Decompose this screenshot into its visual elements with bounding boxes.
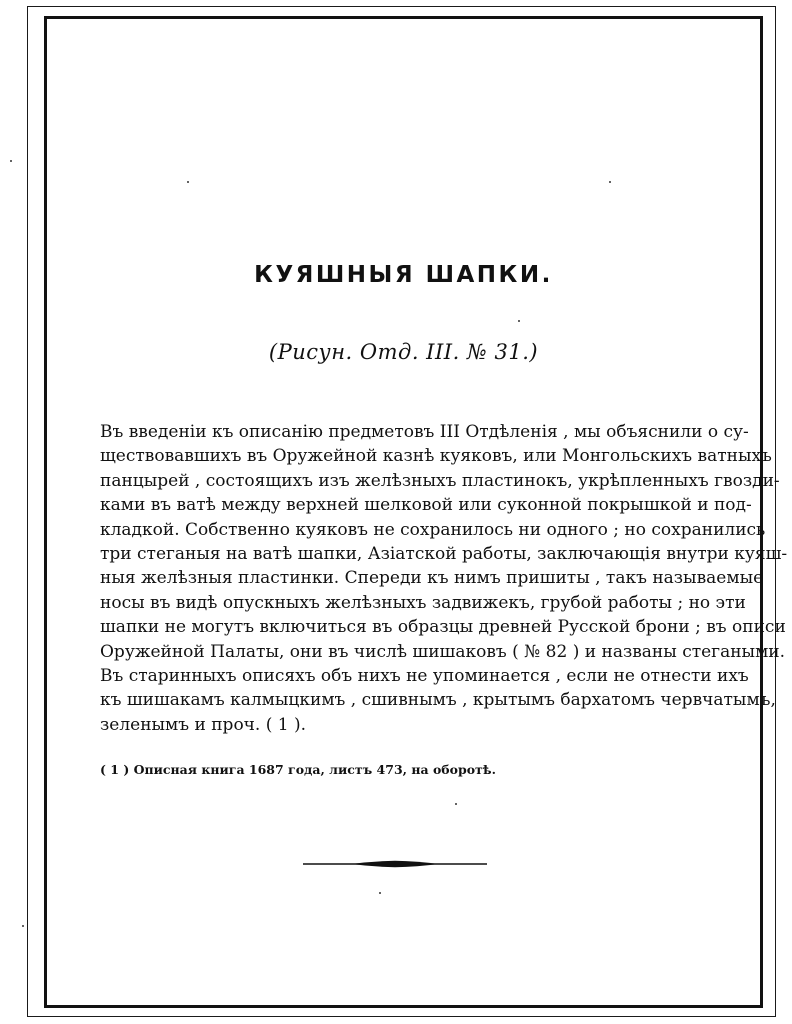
ornamental-rule bbox=[303, 858, 487, 870]
body-line: Оружейной Палаты, они въ числѣ шишаковъ ( № 82 ) и названы стегаными. bbox=[100, 641, 786, 662]
figure-reference: (Рисун. Отд. III. № 31.) bbox=[268, 340, 539, 364]
page-title: КУЯШНЫЯ ШАПКИ. bbox=[254, 262, 553, 288]
body-line: носы въ видѣ опускныхъ желѣзныхъ задвижекъ, грубой работы ; но эти bbox=[100, 592, 746, 613]
paper-speck bbox=[379, 892, 381, 894]
paper-speck bbox=[609, 181, 611, 183]
body-line: три стеганыя на ватѣ шапки, Азіатской работы, заключающія внутри куяш- bbox=[100, 544, 788, 565]
body-paragraph bbox=[100, 420, 788, 737]
paper-speck bbox=[22, 925, 24, 927]
body-line: кладкой. Собственно куяковъ не сохранилось ни одного ; но сохранились bbox=[100, 519, 766, 540]
body-line: ществовавшихъ въ Оружейной казнѣ куяковъ, или Монгольскихъ ватныхъ bbox=[100, 446, 772, 467]
paper-speck bbox=[187, 181, 189, 183]
body-line: Въ старинныхъ описяхъ объ нихъ не упоминается , если не отнести ихъ bbox=[100, 666, 749, 687]
paper-speck bbox=[518, 320, 520, 322]
body-line: панцырей , состоящихъ изъ желѣзныхъ пластинокъ, укрѣпленныхъ гвозди- bbox=[100, 470, 780, 491]
body-line: зеленымъ и проч. ( 1 ). bbox=[100, 714, 307, 735]
body-line: ками въ ватѣ между верхней шелковой или суконной покрышкой и под- bbox=[100, 495, 752, 516]
body-line: къ шишакамъ калмыцкимъ , сшивнымъ , крытымъ бархатомъ червчатымъ, bbox=[100, 690, 776, 711]
body-line: шапки не могутъ включиться въ образцы древней Русской брони ; въ описи bbox=[100, 617, 786, 638]
body-line: Въ введеніи къ описанію предметовъ III Отдѣленія , мы объяснили о су- bbox=[100, 422, 749, 442]
footnote: ( 1 ) Описная книга 1687 года, листъ 473, на оборотѣ. bbox=[100, 762, 496, 777]
paper-speck bbox=[10, 160, 12, 162]
paper-speck bbox=[455, 803, 457, 805]
body-line: ныя желѣзныя пластинки. Спереди къ нимъ пришиты , такъ называемые bbox=[100, 568, 764, 589]
